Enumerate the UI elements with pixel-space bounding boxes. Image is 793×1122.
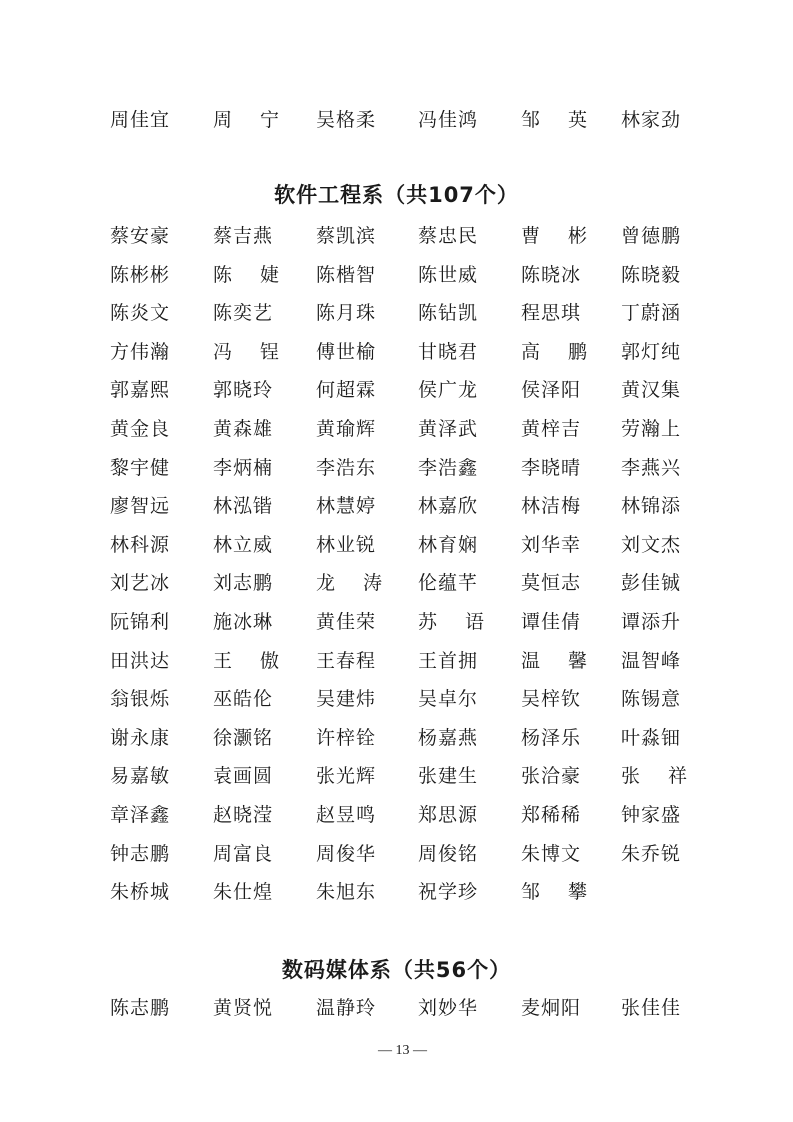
name-row: [110, 838, 730, 870]
person-name: 林洁梅: [521, 495, 582, 518]
person-name: 袁画圆: [213, 765, 274, 788]
person-name: 陈彬彬: [110, 263, 171, 286]
person-name: 侯广龙: [418, 379, 479, 402]
person-name: 周俊华: [316, 842, 377, 865]
person-name: 冯 锃: [213, 340, 279, 363]
person-name: 林泓锴: [213, 495, 274, 518]
person-name: 巫皓伦: [213, 688, 274, 711]
person-name: 彭佳铖: [621, 572, 682, 595]
person-name: 黄泽武: [418, 418, 479, 440]
person-name: 陈锡意: [621, 688, 682, 711]
person-name: 刘华幸: [521, 533, 582, 556]
person-name: 曹 彬: [521, 225, 587, 247]
person-name: 许梓铨: [316, 726, 377, 749]
person-name: 陈月珠: [316, 302, 377, 325]
person-name: 曾德鹏: [621, 225, 682, 247]
name-row: [110, 259, 730, 291]
person-name: 吴格柔: [316, 109, 377, 131]
person-name: 丁蔚涵: [621, 302, 682, 325]
person-name: 王首拥: [418, 649, 479, 672]
person-name: 陈炎文: [110, 302, 171, 325]
person-name: 郭晓玲: [213, 379, 274, 402]
person-name: 蔡安豪: [110, 225, 171, 247]
name-row: [110, 683, 730, 715]
person-name: 施冰琳: [213, 611, 274, 633]
person-name: 钟志鹏: [110, 842, 171, 865]
name-row: [110, 104, 730, 136]
person-name: 陈世威: [418, 263, 479, 286]
person-name: 谭添升: [621, 611, 682, 633]
person-name: 高 鹏: [521, 340, 587, 363]
name-row: [110, 722, 730, 754]
person-name: 黄贤悦: [213, 997, 274, 1019]
person-name: 李炳楠: [213, 456, 274, 479]
name-row: [110, 413, 730, 445]
person-name: 莫恒志: [521, 572, 582, 595]
person-name: 赵昱鸣: [316, 804, 377, 826]
page-number: — 13 —: [378, 1043, 427, 1058]
person-name: 甘晓君: [418, 340, 479, 363]
person-name: 周 宁: [213, 109, 279, 131]
person-name: 林科源: [110, 533, 171, 556]
person-name: 廖智远: [110, 495, 171, 518]
person-name: 李燕兴: [621, 456, 682, 479]
name-row: [110, 606, 730, 638]
person-name: 张 祥: [621, 765, 687, 788]
person-name: 黄金良: [110, 418, 171, 440]
person-name: 黎宇健: [110, 456, 171, 479]
person-name: 林业锐: [316, 533, 377, 556]
person-name: 李浩东: [316, 456, 377, 479]
name-row: [110, 297, 730, 329]
person-name: 邹 英: [521, 109, 587, 131]
person-name: 黄瑜辉: [316, 418, 377, 440]
person-name: 方伟瀚: [110, 340, 171, 363]
person-name: 章泽鑫: [110, 804, 171, 826]
person-name: 吴建炜: [316, 688, 377, 711]
person-name: 冯佳鸿: [418, 109, 479, 131]
person-name: 郑思源: [418, 804, 479, 826]
person-name: 温静玲: [316, 997, 377, 1019]
person-name: 郭灯纯: [621, 340, 682, 363]
name-row: [110, 336, 730, 368]
name-row: [110, 876, 730, 908]
person-name: 王 傲: [213, 649, 279, 672]
person-name: 田洪达: [110, 649, 171, 672]
person-name: 谢永康: [110, 726, 171, 749]
person-name: 张佳佳: [621, 997, 682, 1019]
person-name: 蔡凯滨: [316, 225, 377, 247]
digital-section-title: 数码媒体系（共56个）: [281, 958, 512, 982]
software-section-title: 软件工程系（共107个）: [274, 183, 519, 207]
person-name: 吴梓钦: [521, 688, 582, 711]
person-name: 阮锦利: [110, 611, 171, 633]
person-name: 李晓晴: [521, 456, 582, 479]
person-name: 劳瀚上: [621, 418, 682, 440]
person-name: 周俊铭: [418, 842, 479, 865]
person-name: 钟家盛: [621, 804, 682, 826]
name-row: [110, 374, 730, 406]
name-row: [110, 567, 730, 599]
person-name: 林锦添: [621, 495, 682, 518]
person-name: 程思琪: [521, 302, 582, 325]
person-name: 傅世榆: [316, 340, 377, 363]
person-name: 郭嘉熙: [110, 379, 171, 402]
person-name: 郑稀稀: [521, 804, 582, 826]
person-name: 李浩鑫: [418, 456, 479, 479]
name-row: [110, 452, 730, 484]
name-row: [110, 490, 730, 522]
person-name: 陈晓冰: [521, 263, 582, 286]
person-name: 杨泽乐: [521, 726, 582, 749]
person-name: 侯泽阳: [521, 379, 582, 402]
person-name: 赵晓滢: [213, 804, 274, 826]
person-name: 黄梓吉: [521, 418, 582, 440]
person-name: 易嘉敏: [110, 765, 171, 788]
person-name: 张洽豪: [521, 765, 582, 788]
person-name: 刘妙华: [418, 997, 479, 1019]
person-name: 陈楷智: [316, 263, 377, 286]
person-name: 陈晓毅: [621, 263, 682, 286]
name-row: [110, 220, 730, 252]
person-name: 麦炯阳: [521, 997, 582, 1019]
person-name: 张建生: [418, 765, 479, 788]
person-name: 吴卓尔: [418, 688, 479, 711]
person-name: 朱博文: [521, 842, 582, 865]
person-name: 朱旭东: [316, 881, 377, 904]
person-name: 祝学珍: [418, 881, 479, 904]
person-name: 林育娴: [418, 533, 479, 556]
person-name: 翁银烁: [110, 688, 171, 711]
person-name: 伦蕴芊: [418, 572, 479, 595]
person-name: 张光辉: [316, 765, 377, 788]
person-name: 温智峰: [621, 649, 682, 672]
name-row: [110, 529, 730, 561]
person-name: 陈 婕: [213, 263, 279, 286]
person-name: 谭佳倩: [521, 611, 582, 633]
person-name: 徐灏铭: [213, 726, 274, 749]
name-row: [110, 992, 730, 1024]
person-name: 陈钻凯: [418, 302, 479, 325]
person-name: 王春程: [316, 649, 377, 672]
person-name: 龙 涛: [316, 572, 382, 595]
person-name: 苏 语: [418, 611, 484, 633]
person-name: 林慧婷: [316, 495, 377, 518]
name-row: [110, 645, 730, 677]
person-name: 刘艺冰: [110, 572, 171, 595]
person-name: 黄森雄: [213, 418, 274, 440]
name-row: [110, 799, 730, 831]
person-name: 周富良: [213, 842, 274, 865]
person-name: 林家劲: [621, 109, 682, 131]
person-name: 黄汉集: [621, 379, 682, 402]
person-name: 刘志鹏: [213, 572, 274, 595]
person-name: 林嘉欣: [418, 495, 479, 518]
name-row: [110, 760, 730, 792]
person-name: 邹 攀: [521, 881, 587, 904]
person-name: 朱乔锐: [621, 842, 682, 865]
person-name: 林立威: [213, 533, 274, 556]
person-name: 蔡吉燕: [213, 225, 274, 247]
person-name: 温 馨: [521, 649, 587, 672]
person-name: 朱仕煌: [213, 881, 274, 904]
person-name: 陈志鹏: [110, 997, 171, 1019]
person-name: 何超霖: [316, 379, 377, 402]
person-name: 蔡忠民: [418, 225, 479, 247]
person-name: 杨嘉燕: [418, 726, 479, 749]
person-name: 黄佳荣: [316, 611, 377, 633]
person-name: 刘文杰: [621, 533, 682, 556]
person-name: 周佳宜: [110, 109, 171, 131]
person-name: 朱桥城: [110, 881, 171, 904]
person-name: 陈奕艺: [213, 302, 274, 325]
person-name: 叶淼钿: [621, 726, 682, 749]
